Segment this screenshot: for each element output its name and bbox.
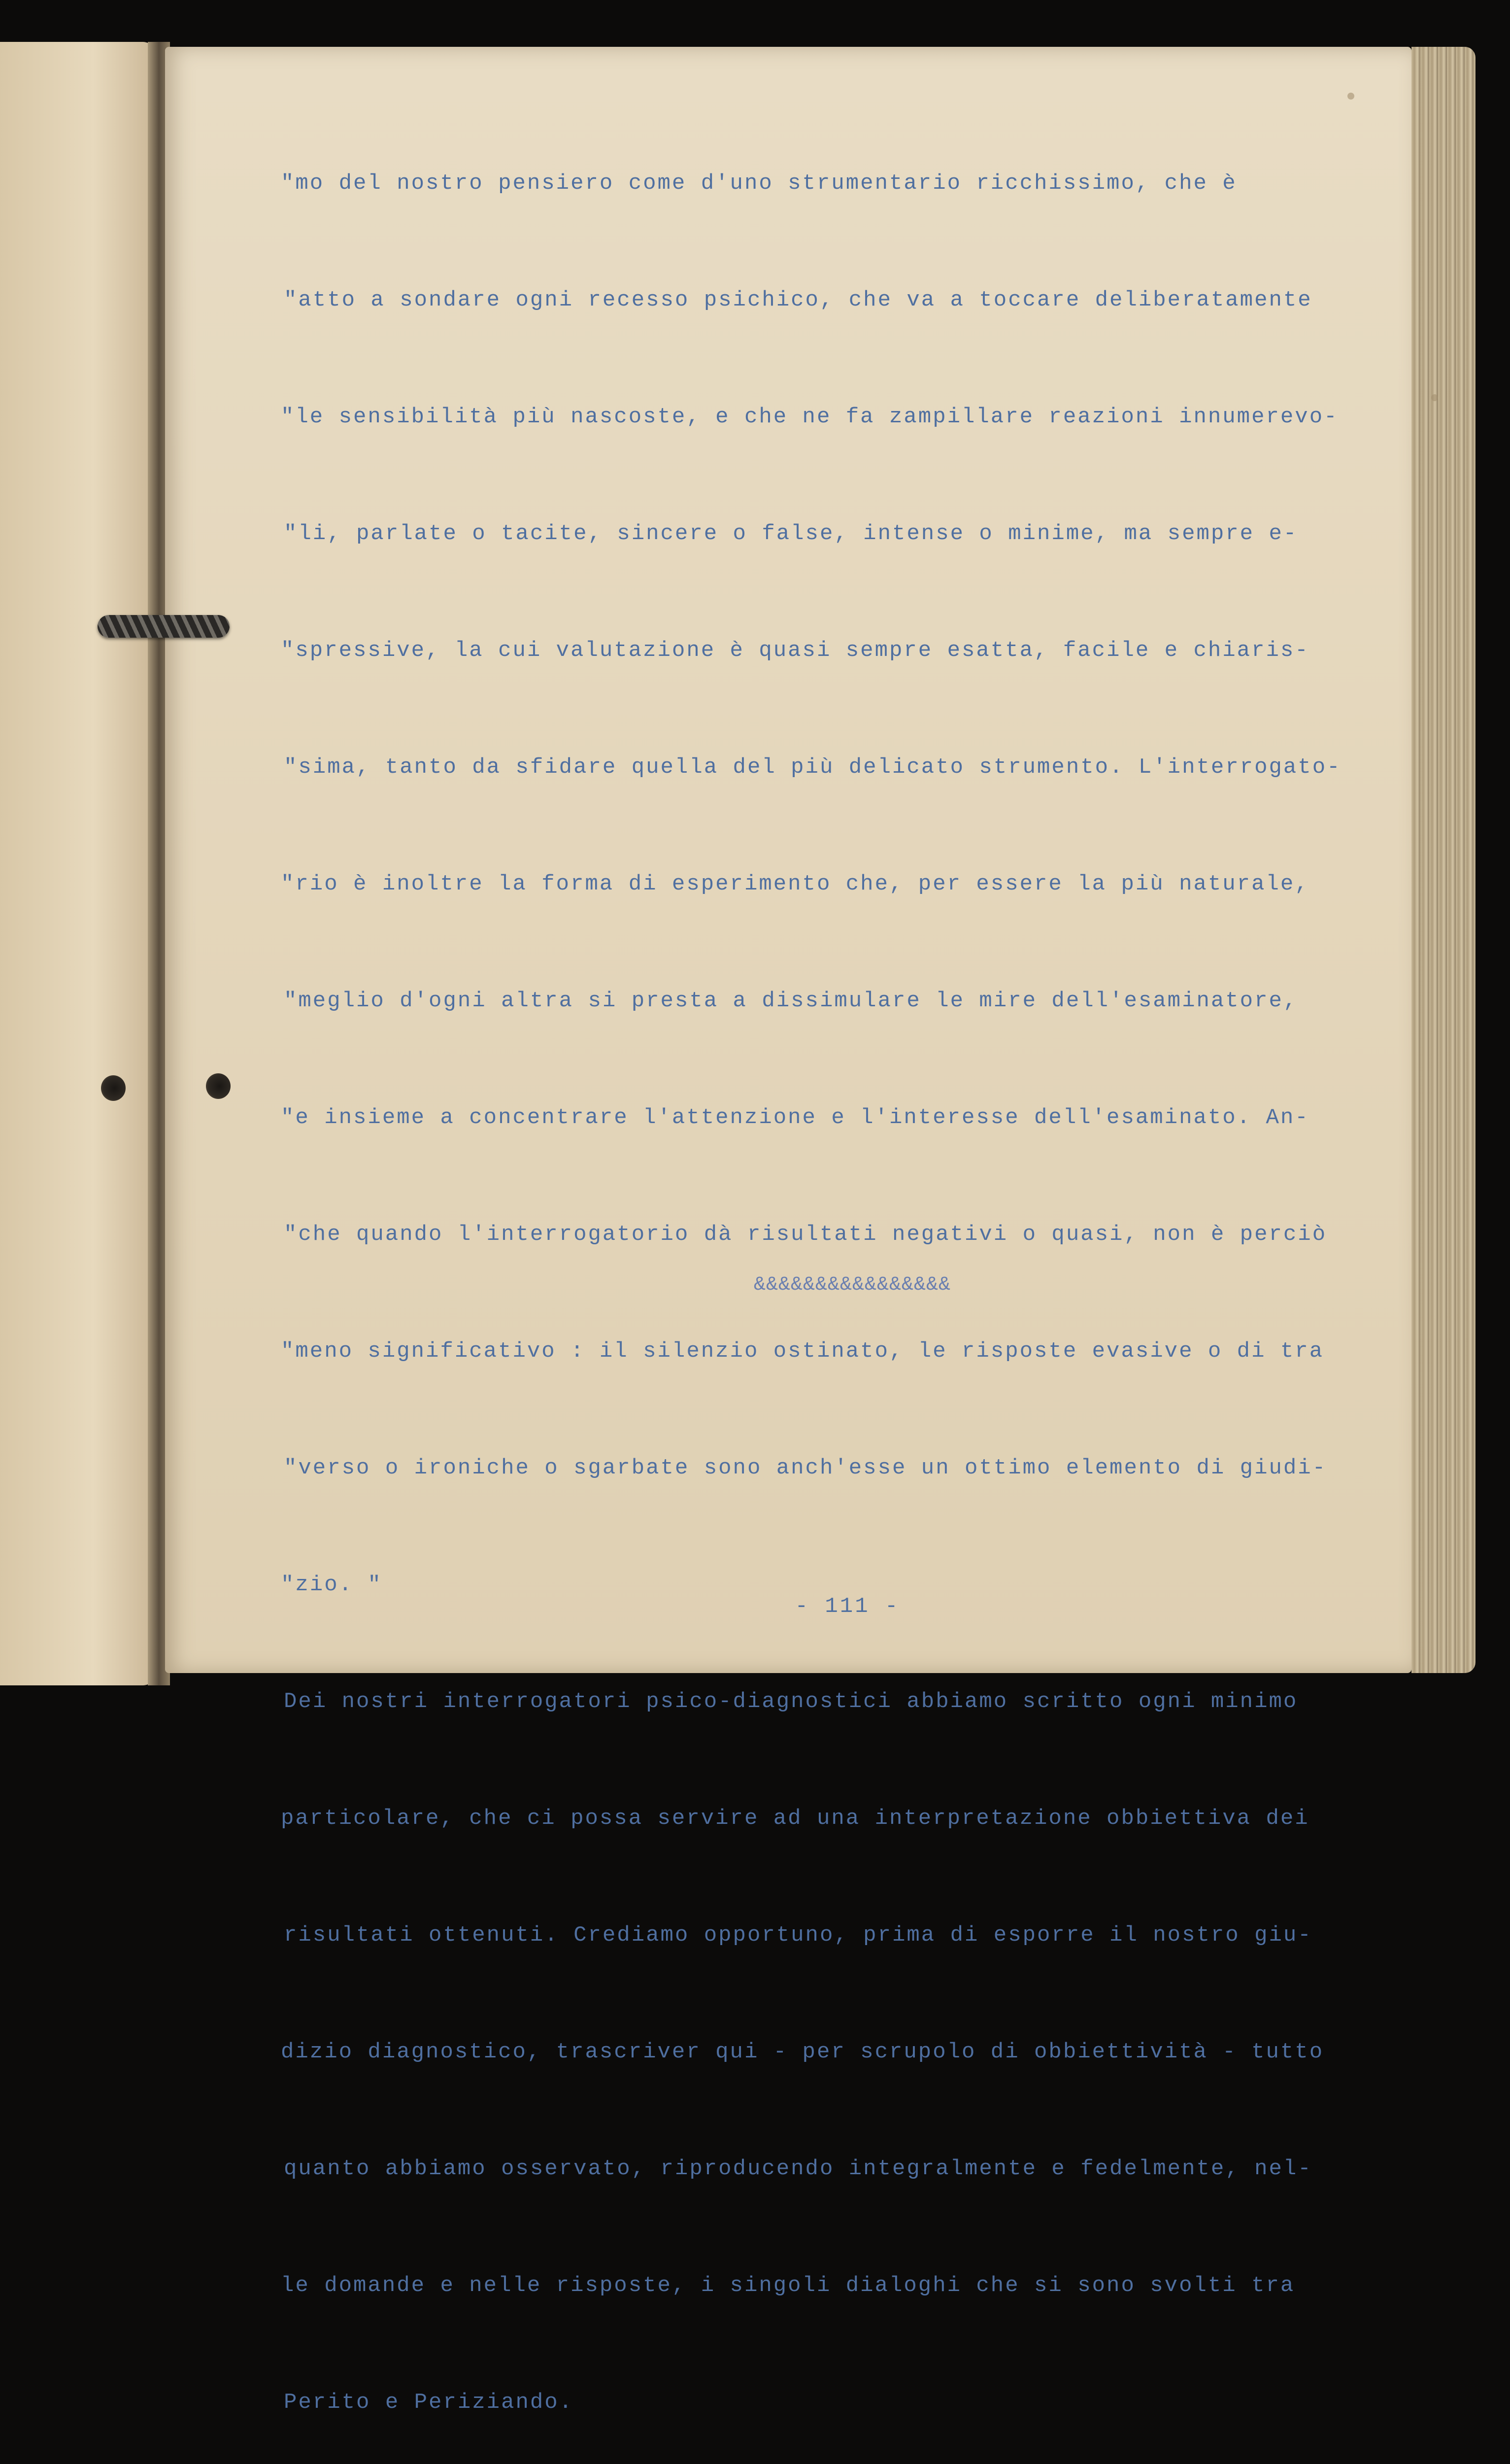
- text-line: "sima, tanto da sfidare quella del più delicato strumento. L'interrogato-: [284, 755, 1342, 780]
- text-line: particolare, che ci possa servire ad una interpretazione obbiettiva dei: [281, 1806, 1309, 1831]
- punch-hole: [101, 1075, 126, 1101]
- text-line: "rio è inoltre la forma di esperimento che, per essere la più naturale,: [281, 872, 1309, 896]
- text-line: "le sensibilità più nascoste, e che ne fa zampillare reazioni innumerevo-: [281, 405, 1339, 429]
- text-line: "che quando l'interrogatorio dà risultati negativi o quasi, non è perciò: [284, 1222, 1327, 1247]
- text-line: "meno significativo : il silenzio ostinato, le risposte evasive o di tra: [281, 1339, 1324, 1364]
- text-line: "meglio d'ogni altra si presta a dissimulare le mire dell'esaminatore,: [284, 989, 1298, 1013]
- page-number: - 111 -: [795, 1594, 900, 1619]
- text-line: risultati ottenuti. Crediamo opportuno, prima di esporre il nostro giu-: [284, 1923, 1312, 1948]
- text-line: quanto abbiamo osservato, riproducendo integralmente e fedelmente, nel-: [284, 2156, 1312, 2181]
- text-line: "e insieme a concentrare l'attenzione e l'interesse dell'esaminato. An-: [281, 1105, 1309, 1130]
- page-stack-edge: [1411, 47, 1476, 1673]
- text-line: le domande e nelle risposte, i singoli dialoghi che si sono svolti tra: [281, 2273, 1295, 2298]
- text-line: "atto a sondare ogni recesso psichico, che va a toccare deliberatamente: [284, 288, 1312, 312]
- left-page-edge: [0, 42, 155, 1685]
- text-line: "li, parlate o tacite, sincere o false, intense o minime, ma sempre e-: [284, 521, 1298, 546]
- text-line: "zio. ": [281, 1573, 382, 1597]
- section-separator: &&&&&&&&&&&&&&&&: [753, 1274, 951, 1296]
- text-line: Perito e Periziando.: [284, 2390, 574, 2415]
- text-line: "verso o ironiche o sgarbate sono anch'esse un ottimo elemento di giudi-: [284, 1456, 1327, 1480]
- text-line: "mo del nostro pensiero come d'uno strumentario ricchissimo, che è: [281, 171, 1237, 196]
- text-line: "spressive, la cui valutazione è quasi sempre esatta, facile e chiaris-: [281, 638, 1309, 663]
- punch-hole: [206, 1073, 231, 1099]
- text-line: Dei nostri interrogatori psico-diagnostici abbiamo scritto ogni minimo: [284, 1689, 1298, 1714]
- text-line: dizio diagnostico, trascriver qui - per scrupolo di obbiettività - tutto: [281, 2040, 1324, 2064]
- binding-cord: [98, 615, 230, 638]
- paper-stain: [1431, 394, 1438, 401]
